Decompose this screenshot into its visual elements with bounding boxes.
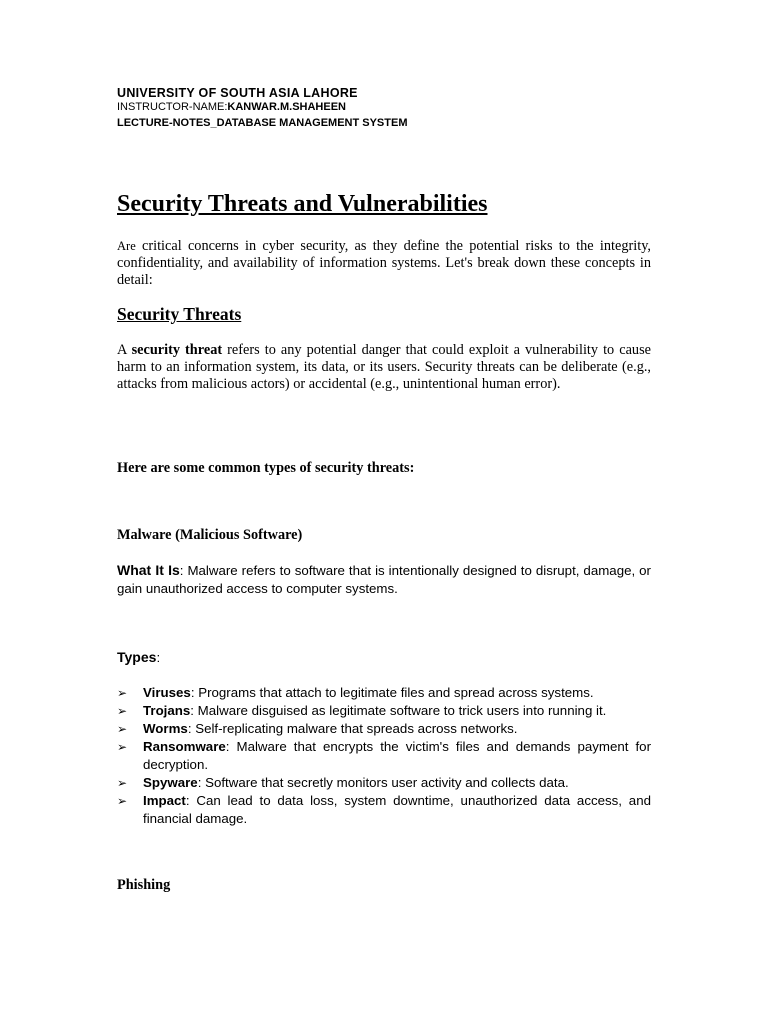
threat-prefix: A — [117, 342, 132, 358]
list-item: ➢ Impact: Can lead to data loss, system downtime, unauthorized data access, and financial damage. — [117, 793, 651, 826]
university-name: UNIVERSITY OF SOUTH ASIA LAHORE — [117, 86, 358, 100]
arrow-bullet-icon: ➢ — [117, 686, 128, 700]
what-it-is-text: : Malware refers to software that is intentionally designed to disrupt, damage, or gain unauthorized access to computer systems. — [117, 563, 651, 596]
lecture-title: LECTURE-NOTES_DATABASE MANAGEMENT SYSTEM — [117, 117, 408, 129]
section-heading: Security Threats — [117, 304, 242, 324]
types-label: Types — [117, 649, 157, 665]
page-title: Security Threats and Vulnerabilities — [117, 191, 488, 217]
what-it-is-paragraph — [117, 561, 651, 598]
list-item: ➢ Ransomware: Malware that encrypts the victim's files and demands payment for decryption. — [117, 739, 651, 772]
malware-heading: Malware (Malicious Software) — [117, 527, 303, 543]
arrow-bullet-icon: ➢ — [117, 722, 128, 736]
threat-text: refers to any potential danger that could exploit a vulnerability to cause harm to an information system, its data, or its users. Security threats can be deliberate (e.g., attacks from malicious actors) or accidental (e.g., unintentional human error). — [117, 342, 651, 392]
intro-first-word: Are — [117, 239, 136, 253]
types-heading — [117, 649, 160, 665]
phishing-heading: Phishing — [117, 877, 171, 893]
types-colon: : — [156, 650, 161, 665]
threat-term: security threat — [131, 342, 223, 358]
instructor-line — [117, 101, 346, 113]
intro-paragraph — [117, 238, 651, 289]
instructor-label: INSTRUCTOR-NAME: — [117, 101, 228, 113]
arrow-bullet-icon: ➢ — [117, 794, 128, 808]
intro-text: critical concerns in cyber security, as they define the potential risks to the integrity, confidentiality, and availability of information systems. Let's break down these concepts in detail: — [117, 238, 651, 288]
arrow-bullet-icon: ➢ — [117, 704, 128, 718]
common-types-heading: Here are some common types of security threats: — [117, 460, 415, 476]
list-item: ➢ Trojans: Malware disguised as legitimate software to trick users into running it. — [117, 703, 607, 718]
arrow-bullet-icon: ➢ — [117, 740, 128, 754]
instructor-name: KANWAR.M.SHAHEEN — [227, 101, 346, 113]
what-it-is-label: What It Is — [117, 562, 180, 578]
list-item: ➢ Spyware: Software that secretly monitors user activity and collects data. — [117, 775, 569, 790]
list-item: ➢ Worms: Self-replicating malware that spreads across networks. — [117, 721, 518, 736]
list-item: ➢ Viruses: Programs that attach to legitimate files and spread across systems. — [117, 685, 594, 700]
types-list — [117, 684, 651, 828]
threat-paragraph — [117, 342, 651, 393]
arrow-bullet-icon: ➢ — [117, 776, 128, 790]
